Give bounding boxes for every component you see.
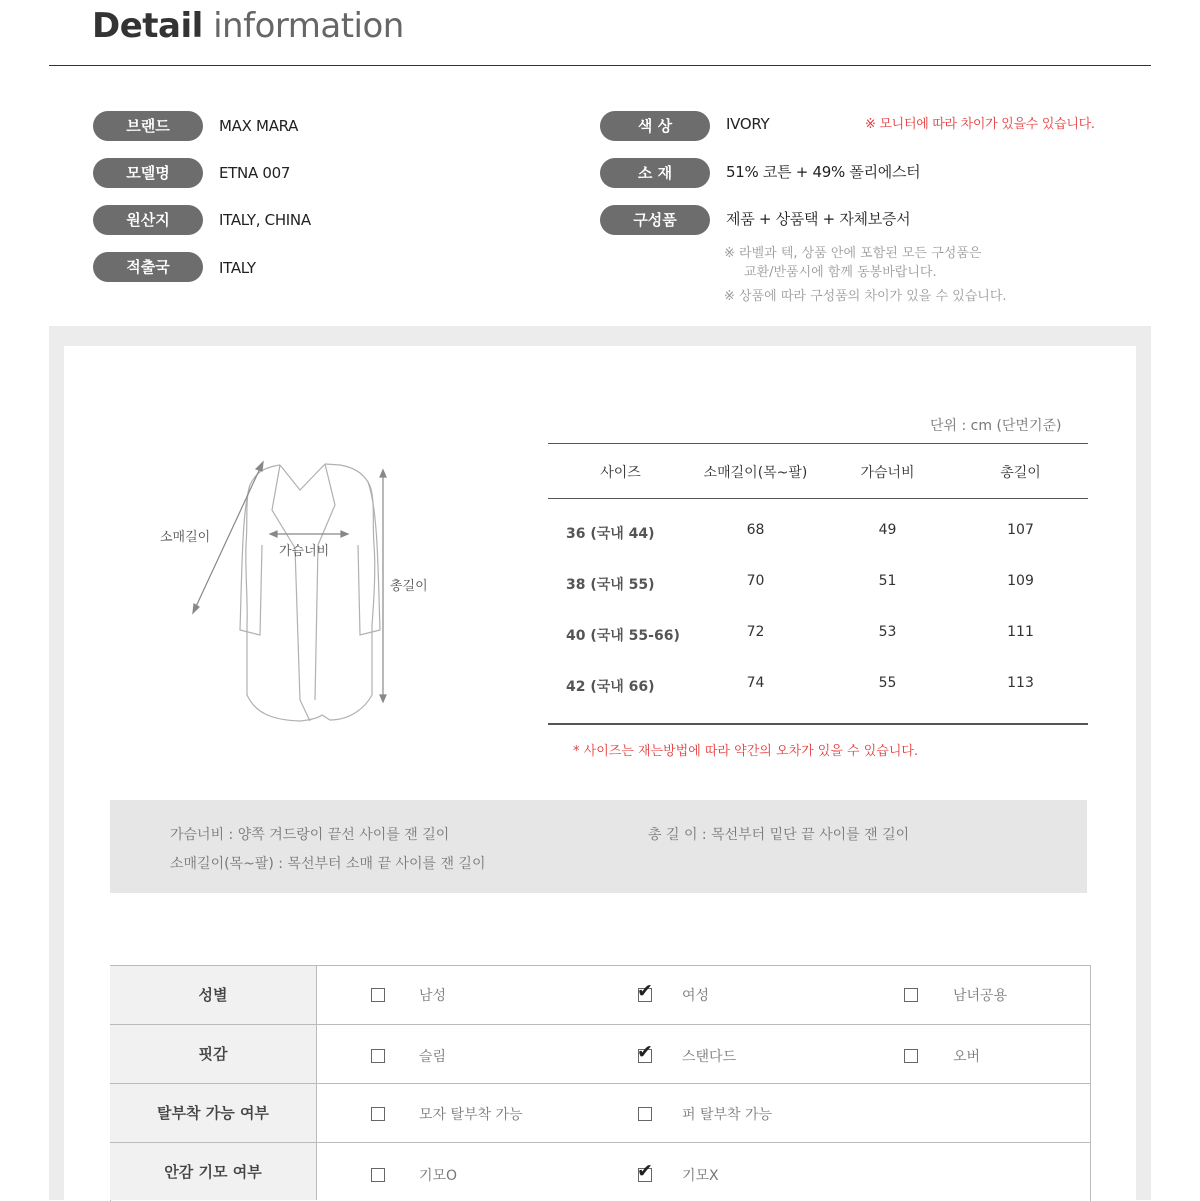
table-row-length: 107 [1007,522,1034,538]
model-value: ETNA 007 [219,164,291,182]
checkbox-male[interactable] [371,988,385,1002]
table-row-size: 42 (국내 66) [566,679,655,695]
unit-label: 단위 : cm (단면기준) [930,418,1062,434]
total-length-label: 총길이 [390,579,428,594]
option-fleece-no-label: 기모X [682,1168,719,1184]
checkbox-over[interactable] [904,1049,918,1063]
table-row-sleeve: 70 [746,573,765,589]
table-row-size: 38 (국내 55) [566,577,655,593]
col-header-length: 총길이 [1000,465,1041,481]
col-header-chest: 가슴너비 [860,465,915,481]
checkbox-unisex[interactable] [904,988,918,1002]
option-standard-label: 스탠다드 [682,1049,737,1065]
table-top-rule [548,443,1088,444]
definition-length: 총 길 이 : 목선부터 밑단 끝 사이를 잰 길이 [648,827,910,843]
option-slim-label: 슬림 [419,1049,447,1065]
size-note: * 사이즈는 재는방법에 따라 약간의 오차가 있을 수 있습니다. [573,744,919,759]
material-label: 소 재 [600,158,710,188]
components-value: 제품 + 상품택 + 자체보증서 [726,210,911,228]
checkbox-slim[interactable] [371,1049,385,1063]
row-divider [111,1142,1090,1143]
checkmark-icon: ✔ [637,1041,653,1063]
title-divider [49,65,1151,66]
option-fur-detachable-label: 퍼 탈부착 가능 [682,1107,773,1123]
row-divider [111,1083,1090,1084]
table-row-size: 36 (국내 44) [566,526,655,542]
attr-lining-head: 안감 기모 여부 [110,1143,317,1200]
origin-label: 원산지 [93,205,203,235]
attr-fit-head: 핏감 [110,1025,317,1083]
checkbox-fur-detachable[interactable] [638,1107,652,1121]
origin-value: ITALY, CHINA [219,211,311,229]
option-female-label: 여성 [682,988,710,1004]
title-rest: information [213,6,404,46]
table-row-chest: 55 [878,675,897,691]
table-row-chest: 51 [878,573,897,589]
model-label: 모델명 [93,158,203,188]
checkmark-icon: ✔ [637,1160,653,1182]
table-row-length: 111 [1007,624,1034,640]
page-title [92,4,404,48]
table-row-sleeve: 68 [746,522,765,538]
color-value: IVORY [726,115,770,133]
checkbox-hood-detachable[interactable] [371,1107,385,1121]
table-row-chest: 53 [878,624,897,640]
color-label: 색 상 [600,111,710,141]
brand-label: 브랜드 [93,111,203,141]
title-bold: Detail [92,6,203,46]
measurement-definitions [110,800,1087,893]
checkbox-fleece-yes[interactable] [371,1168,385,1182]
option-over-label: 오버 [953,1049,981,1065]
option-unisex-label: 남녀공용 [953,988,1008,1004]
row-divider [111,1024,1090,1025]
sleeve-length-label: 소매길이 [160,530,211,545]
components-label: 구성품 [600,205,710,235]
table-row-size: 40 (국내 55-66) [566,628,680,644]
component-note-1: ※ 라벨과 텍, 상품 안에 포함된 모든 구성품은 [724,246,982,261]
definition-sleeve: 소매길이(목~팔) : 목선부터 소매 끝 사이를 잰 길이 [170,856,486,872]
option-hood-detachable-label: 모자 탈부착 가능 [419,1107,523,1123]
checkmark-icon: ✔ [637,980,653,1002]
col-header-sleeve: 소매길이(목~팔) [703,465,808,481]
component-note-3: ※ 상품에 따라 구성품의 차이가 있을 수 있습니다. [724,289,1007,304]
component-note-2: 교환/반품시에 함께 동봉바랍니다. [744,265,937,280]
material-value: 51% 코튼 + 49% 폴리에스터 [726,163,921,181]
chest-width-label: 가슴너비 [279,544,330,559]
option-male-label: 남성 [419,988,447,1004]
table-row-chest: 49 [878,522,897,538]
table-bottom-rule [548,723,1088,725]
brand-value: MAX MARA [219,117,299,135]
attr-detachable-head: 탈부착 가능 여부 [110,1084,317,1142]
export-country-label: 적출국 [93,252,203,282]
definition-chest: 가슴너비 : 양쪽 겨드랑이 끝선 사이를 잰 길이 [170,827,450,843]
table-row-length: 113 [1007,675,1034,691]
table-row-length: 109 [1007,573,1034,589]
table-row-sleeve: 74 [746,675,765,691]
export-country-value: ITALY [219,259,256,277]
table-row-sleeve: 72 [746,624,765,640]
color-note: ※ 모니터에 따라 차이가 있을수 있습니다. [865,117,1095,132]
attr-gender-head: 성별 [110,966,317,1024]
col-header-size: 사이즈 [600,465,641,481]
option-fleece-yes-label: 기모O [419,1168,458,1184]
table-header-rule [548,498,1088,499]
